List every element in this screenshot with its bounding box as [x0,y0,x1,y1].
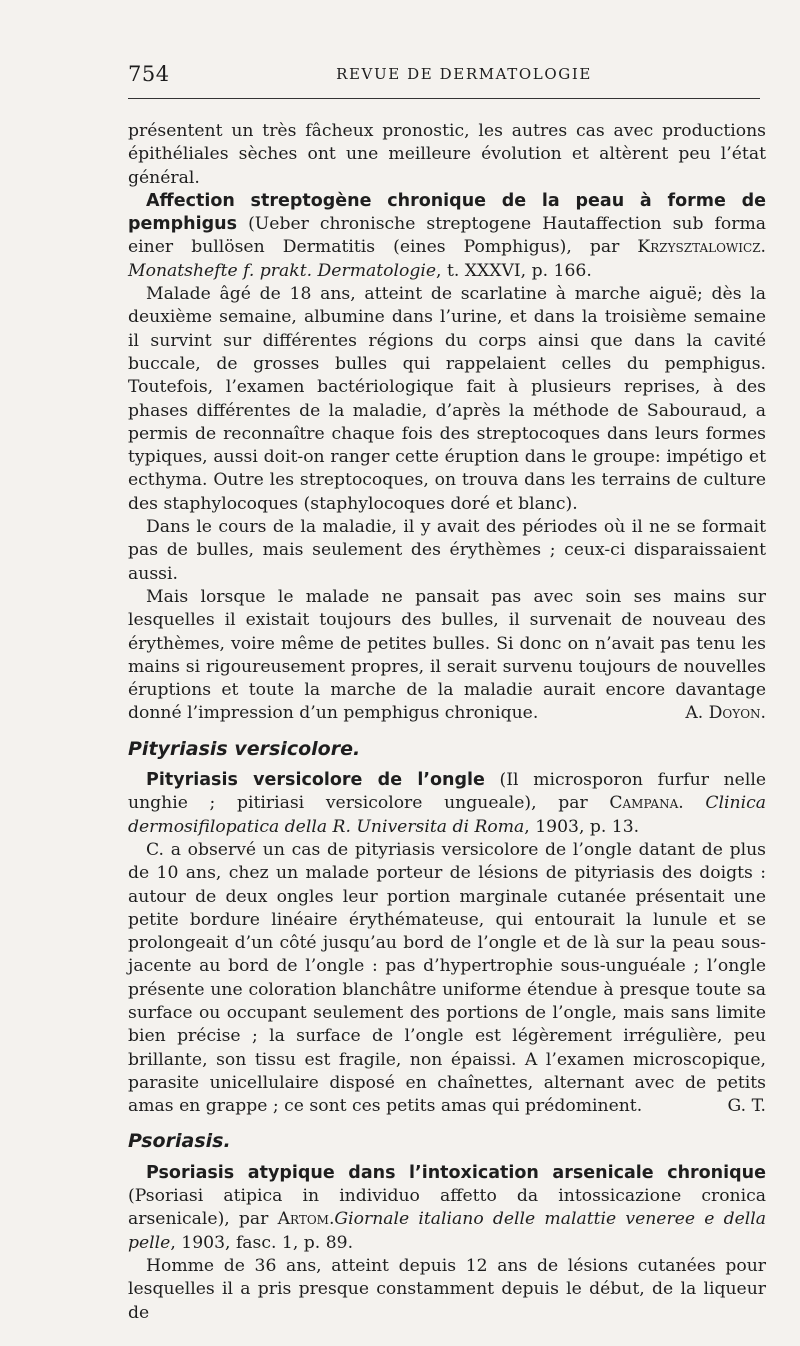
page-body [128,120,766,1325]
article-title: Pityriasis versicolore de l’ongle [146,770,485,791]
reference-text: (Ueber chronische streptogene Hautaffection sub forma einer bullösen Dermatitis (eines Pomphigus), par [128,214,766,258]
article-title: Affection streptogène chronique de la peau à forme de pemphigus [128,190,766,235]
journal-title: Giornale italiano delle malattie veneree e della pelle [128,1209,767,1253]
page-number: 754 [128,62,170,86]
body-paragraph: Homme de 36 ans, atteint depuis 12 ans de lésions cutanées pour lesquelles il a pris presque constamment depuis le début, de la liqueur de [128,1255,766,1323]
continued-paragraph: présentent un très fâcheux pronostic, les autres cas avec productions épithéliales sèches ont une meilleure évolution et altèrent peu l’état général. [128,121,766,188]
reference-text: (Psoriasi atipica in individuo affetto da intossicazione cronica arsenicale), par [128,1186,766,1230]
header-rule [128,98,760,99]
author-name: Campana [609,793,679,814]
running-title: REVUE DE DERMATOLOGIE [336,65,592,83]
citation-details: , 1903, fasc. 1, p. 89. [170,1232,354,1253]
section-heading: Pityriasis versicolore. [128,737,361,760]
signature: G. T. [727,1096,766,1117]
author-name: Artom [277,1209,329,1230]
body-paragraph: C. a observé un cas de pityriasis versicolore de l’ongle datant de plus de 10 ans, chez un malade porteur de lésions de pityriasis des doigts : autour de deux ongles leur portion marginale cutanée présentait une petite bordure linéaire érythémateuse, qui entourait la lunule et se prolongeait d’un côté jusqu’au bord de l’ongle et de là sur la peau sous-jacente au bord de l’ongle : pas d’hypertrophie sous-unguéale ; l’ongle présente une coloration blanchâtre uniforme étendue à presque toute sa surface ou occupant seulement des portions de l’ongle, mais sans limite bien précise ; la surface de l’ongle est légèrement irrégulière, peu brillante, son tissu est fragile, non épaissi. A l’examen microscopique, parasite unicellulaire disposé en chaînettes, alternant avec de petits amas en grappe ; ce sont ces petits amas qui prédominent. G. T. [128,839,766,1119]
author-name: Krzysztalowicz [637,237,761,258]
article-title: Psoriasis atypique dans l’intoxication arsenicale chronique [146,1162,766,1183]
citation-details: , t. XXXVI, p. 166. [436,260,592,281]
page-header [128,62,760,88]
body-paragraph: Dans le cours de la maladie, il y avait des périodes où il ne se formait pas de bulles, mais seulement des érythèmes ; ceux-ci disparaissaient aussi. [128,517,766,584]
signature: A. Doyon. [685,703,766,724]
citation-details: , 1903, p. 13. [524,816,640,837]
journal-title: Monatshefte f. prakt. Dermatologie [128,260,437,281]
body-paragraph: Mais lorsque le malade ne pansait pas avec soin ses mains sur lesquelles il existait toujours des bulles, il survenait de nouveau des érythèmes, voire même de petites bulles. Si donc on n’avait pas tenu les mains si rigoureusement propres, il serait survenu toujours de nouvelles éruptions et toute la marche de la maladie aurait encore davantage donné l’impression d’un pemphigus chronique. A. Doyon. [128,586,766,726]
reference-text: (Il microsporon furfur nelle unghie ; pitiriasi versicolore ungueale), par [128,770,766,814]
article-heading: Psoriasis atypique dans l’intoxication arsenicale chronique (Psoriasi atipica in individuo affetto da intossicazione cronica arsenicale), par Artom.Giornale italiano delle malattie veneree e della pelle, 1903, fasc. 1, p. 89. [128,1162,767,1253]
section-heading: Psoriasis. [128,1130,231,1153]
article-heading: Pityriasis versicolore de l’ongle (Il microsporon furfur nelle unghie ; pitiriasi versicolore ungueale), par Campana. Clinica dermosifilopatica della R. Universita di Roma, 1903, p. 13. [128,770,766,837]
journal-title: Clinica dermosifilopatica della R. Universita di Roma [128,793,766,837]
body-paragraph: Malade âgé de 18 ans, atteint de scarlatine à marche aiguë; dès la deuxième semaine, albumine dans l’urine, et dans la troisième semaine il survint sur différentes régions du corps ainsi que dans la cavité buccale, de grosses bulles qui rappelaient celles du pemphigus. Toutefois, l’examen bactériologique fait à plusieurs reprises, à des phases différentes de la maladie, d’après la méthode de Sabouraud, a permis de reconnaître chaque fois des streptocoques dans leurs formes typiques, aussi doit-on ranger cette éruption dans le groupe: impétigo et ecthyma. Outre les streptocoques, on trouva dans les terrains de culture des staphylocoques (staphylocoques doré et blanc). [128,284,766,514]
article-heading: Affection streptogène chronique de la peau à forme de pemphigus (Ueber chronische streptogene Hautaffection sub forma einer bullösen Dermatitis (eines Pomphigus), par Krzysztalowicz. Monatshefte f. prakt. Dermatologie, t. XXXVI, p. 166. [128,190,766,281]
